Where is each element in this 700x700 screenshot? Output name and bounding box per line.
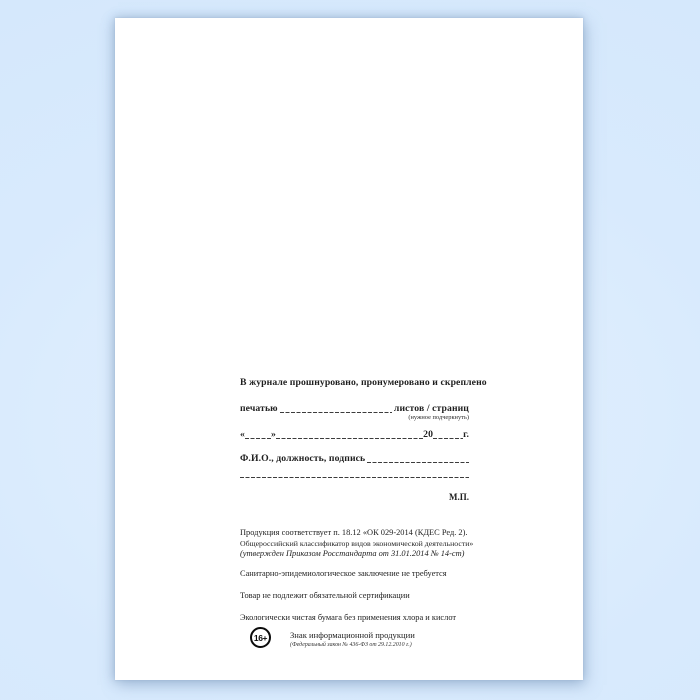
certification-statement: Товар не подлежит обязательной сертификации bbox=[240, 591, 410, 600]
fio-label: Ф.И.О., должность, подпись bbox=[240, 453, 366, 464]
age-mark-title: Знак информационной продукции bbox=[290, 630, 415, 640]
blank-field bbox=[276, 438, 423, 439]
signature-blank-line bbox=[240, 477, 469, 478]
blank-field bbox=[367, 462, 469, 463]
seal-place-abbr: М.П. bbox=[449, 492, 469, 502]
quote-close: » bbox=[270, 429, 276, 440]
blank-field bbox=[245, 438, 271, 439]
compliance-line-3: (утвержден Приказом Росстандарта от 31.01.2014 № 14-ст) bbox=[240, 549, 465, 558]
underline-instruction: (нужное подчеркнуть) bbox=[408, 414, 469, 421]
stitch-statement: В журнале прошнуровано, пронумеровано и скреплено bbox=[240, 377, 487, 388]
document-page bbox=[115, 18, 583, 680]
text-column bbox=[240, 18, 487, 680]
sanitary-statement: Санитарно-эпидемиологическое заключение не требуется bbox=[240, 569, 447, 578]
quote-open: « bbox=[240, 429, 245, 440]
year-prefix: 20 bbox=[423, 429, 434, 440]
age-badge-label: 16+ bbox=[253, 632, 268, 643]
blank-field bbox=[433, 438, 463, 439]
blank-field bbox=[280, 412, 392, 413]
compliance-line-2: Общероссийский классификатор видов экономической деятельности» bbox=[240, 539, 474, 548]
year-suffix: г. bbox=[463, 429, 469, 440]
age-badge-icon bbox=[250, 627, 271, 648]
seal-label: печатью bbox=[240, 403, 278, 414]
seal-row bbox=[240, 402, 469, 414]
compliance-line-1: Продукция соответствует п. 18.12 «ОК 029-2014 (КДЕС Ред. 2). bbox=[240, 528, 468, 537]
eco-statement: Экологически чистая бумага без применения хлора и кислот bbox=[240, 613, 457, 622]
fio-row bbox=[240, 452, 469, 464]
date-row bbox=[240, 428, 469, 440]
sheets-pages-label: листов / страниц bbox=[393, 403, 469, 414]
age-mark-law: (Федеральный закон № 436-ФЗ от 29.12.2010 г.) bbox=[290, 642, 412, 648]
